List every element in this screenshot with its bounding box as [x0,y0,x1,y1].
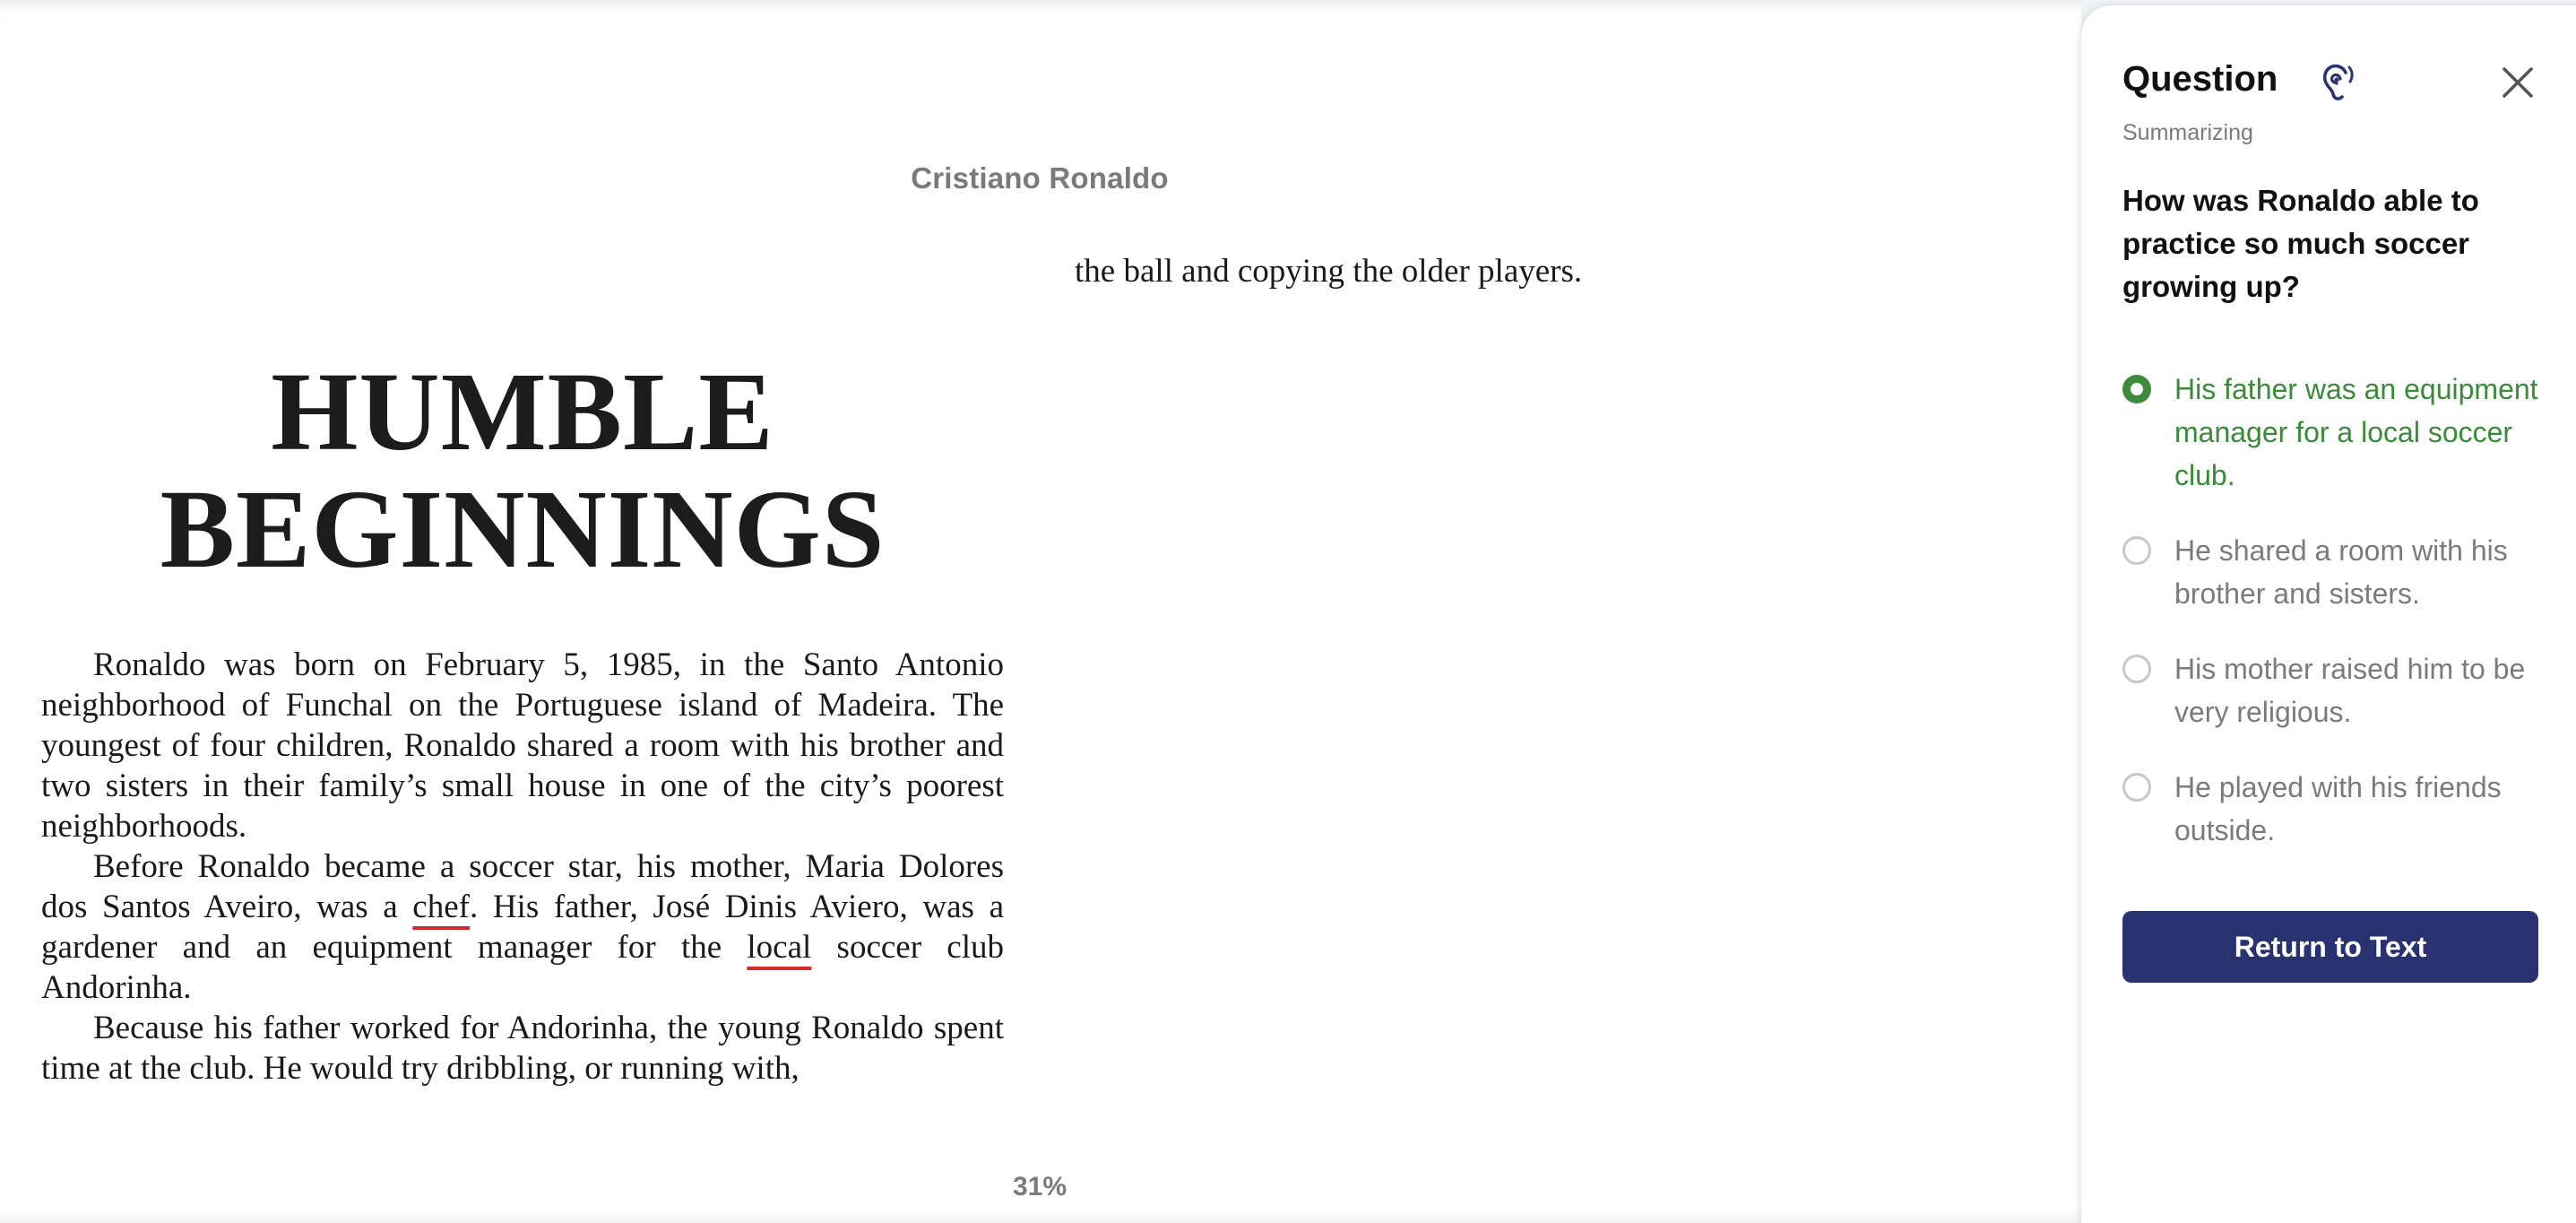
paragraph-text: Before Ronaldo became a soccer star, his mother, Maria Dolores dos Santos Aveiro, was a [41,848,1004,925]
reading-progress: 31% [1012,1172,1068,1201]
paragraph [41,846,1004,1008]
answer-option-3[interactable] [2122,647,2553,733]
panel-title: Question [2122,59,2278,99]
answer-option-2[interactable] [2122,529,2553,615]
answer-option-label: He shared a room with his brother and sisters. [2174,534,2508,610]
right-page-text: the ball and copying the older players. [1075,253,1583,290]
paragraph-text: . His father, José Dinis Aviero, was a gardener and an equipment manager for the [41,889,1004,966]
listen-button[interactable] [2316,59,2357,106]
vocab-word-local[interactable]: local [747,929,812,966]
answer-option-label: He played with his friends outside. [2174,771,2502,846]
paragraph: Ronaldo was born on February 5, 1985, in the Santo Antonio neighborhood of Funchal on the Portuguese island of Madeira. The youngest of four children, Ronaldo shared a room with his brother and two sisters in their family’s small house in one of the city’s poorest neighborhoods. [41,646,1004,845]
question-category: Summarizing [2122,120,2253,145]
question-text: How was Ronaldo able to practice so much soccer growing up? [2122,184,2479,303]
radio-icon[interactable] [2122,773,2151,802]
answer-option-label: His mother raised him to be very religious. [2174,653,2526,728]
paragraph: Because his father worked for Andorinha, the young Ronaldo spent time at the club. He would try dribbling, or running with, [41,1010,1004,1087]
answer-option-1[interactable] [2122,368,2553,497]
return-to-text-button[interactable]: Return to Text [2122,911,2538,983]
paragraph-text: soccer club Andorinha. [41,929,1004,1006]
answer-option-label: His father was an equipment manager for a local soccer club. [2174,373,2538,491]
close-button[interactable] [2496,61,2539,104]
chapter-body [41,645,1004,1089]
question-panel [2081,5,2576,1223]
ear-listen-icon [2319,62,2355,103]
right-page [1075,251,2016,291]
answer-option-4[interactable] [2122,766,2553,852]
radio-icon[interactable] [2122,536,2151,565]
close-icon [2501,65,2535,100]
chapter-heading: HUMBLE BEGINNINGS [160,351,886,592]
radio-selected-icon[interactable] [2122,375,2151,403]
answer-options [2122,368,2553,884]
radio-icon[interactable] [2122,655,2151,683]
book-title: Cristiano Ronaldo [911,161,1169,195]
vocab-word-chef[interactable]: chef [412,889,470,925]
left-page [41,351,1004,1089]
